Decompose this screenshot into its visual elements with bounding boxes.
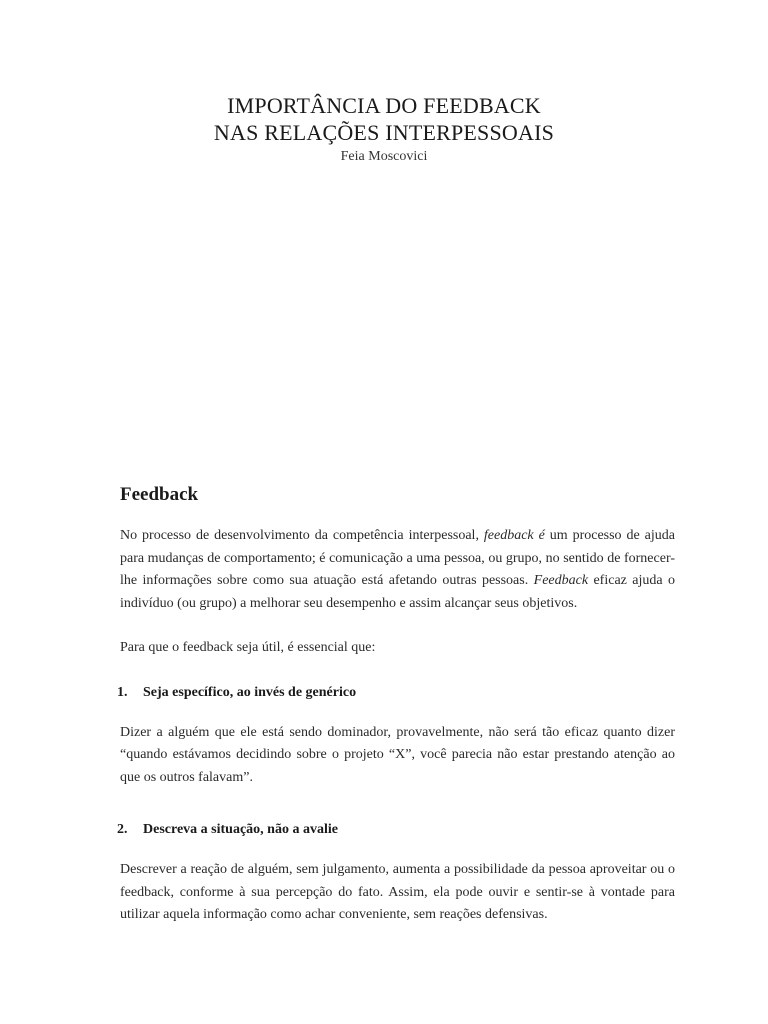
document-title-line-2: NAS RELAÇÕES INTERPESSOAIS [213, 120, 555, 145]
section-heading: Feedback [120, 484, 199, 505]
document-title-line-1: IMPORTÂNCIA DO FEEDBACK [227, 93, 541, 118]
spacer [120, 789, 675, 819]
list-item-heading-1 [117, 682, 675, 704]
paragraph-text: um processo de ajuda para mudanças de comportamento; é comunicação a uma pessoa, ou grupo, no sentido de fornecer-lhe informações sobre como sua atuação está afetando outras pessoas. [120, 528, 675, 588]
list-item-heading-2 [117, 819, 675, 841]
list-item-paragraph-1: Dizer a alguém que ele está sendo dominador, provavelmente, não será tão eficaz quanto dizer “quando estávamos decidindo sobre o projeto “X”, você parecia não estar prestando atenção ao que os outros falavam”. [120, 724, 675, 785]
paragraph-text: eficaz ajuda o indivíduo (ou grupo) a melhorar seu desempenho e assim alcançar seus objetivos. [120, 573, 676, 611]
list-heading-text: Descreva a situação, não a avalie [143, 822, 338, 837]
list-heading-text: Seja específico, ao invés de genérico [143, 684, 357, 700]
document-author: Feia Moscovici [340, 149, 428, 164]
list-number: 1. [117, 684, 128, 700]
emphasis-text: Feedback [533, 573, 589, 588]
title-block [0, 92, 768, 167]
emphasis-text: feedback é [483, 528, 545, 543]
paragraph-feedback-definition [120, 525, 675, 615]
list-item-paragraph-2: Descrever a reação de alguém, sem julgamento, aumenta a possibilidade da pessoa aproveitar ou o feedback, conforme à sua percepção do fato. Assim, ela pode ouvir e sentir-se à vontade para utilizar aquela informação como achar conveniente, sem reações defensivas. [120, 862, 675, 922]
paragraph-intro-list: Para que o feedback seja útil, é essencial que: [120, 640, 376, 655]
list-number: 2. [117, 822, 128, 837]
document-content [117, 483, 676, 927]
paragraph-text: No processo de desenvolvimento da competência interpessoal, [120, 528, 484, 543]
